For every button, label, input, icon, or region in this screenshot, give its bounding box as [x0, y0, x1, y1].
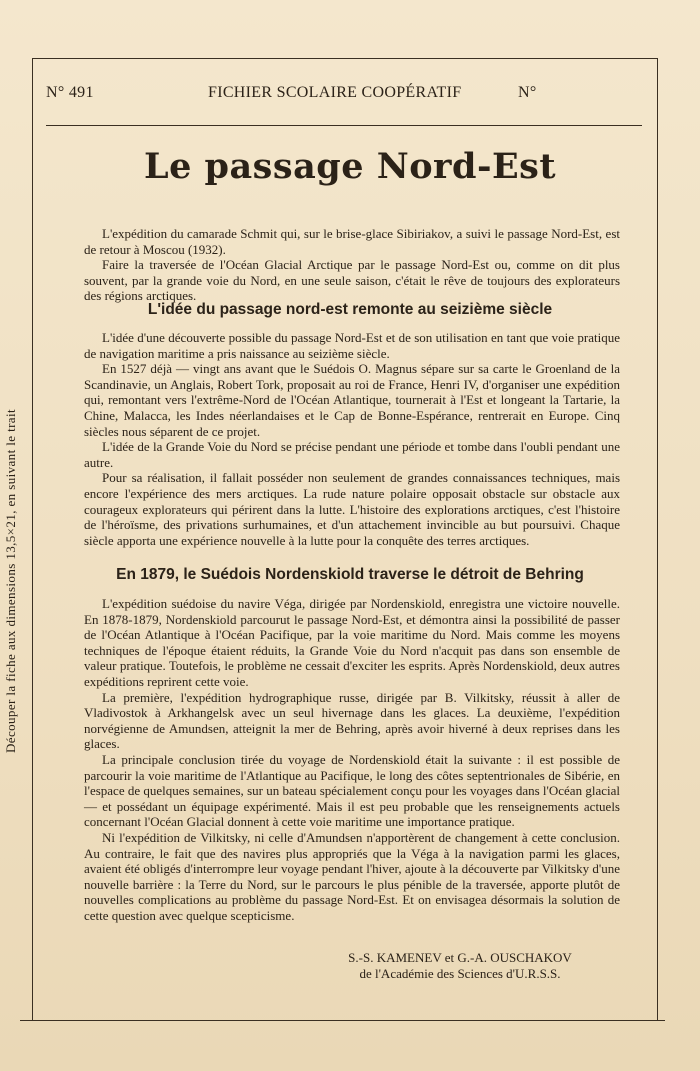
- header: [46, 84, 642, 106]
- page-title: Le passage Nord-Est: [143, 146, 557, 187]
- header-divider: [46, 125, 642, 126]
- cut-line: [20, 1020, 665, 1021]
- card-number-blank: N°: [518, 84, 537, 101]
- section-heading: L'idée du passage nord-est remonte au seizième siècle: [147, 301, 553, 318]
- paragraph: En 1527 déjà — vingt ans avant que le Suédois O. Magnus sépare sur sa carte le Groenland de la Scandinavie, un Anglais, Robert Tork, proposait au roi de France, Henri IV, d'organiser une expédition qui, remontant vers l'extrême-Nord de l'Océan Atlantique, tournerait à l'Est et longeant la Tartarie, la Chine, Malacca, les Indes néerlandaises et le Cap de Bonne-Espérance, rentrerait en Europe. Cinq siècles nous séparent de ce projet.: [84, 361, 620, 439]
- paragraph: La première, l'expédition hydrographique russe, dirigée par B. Vilkitsky, réussit à aller de Vladivostok à Arkhangelsk avec un seul hivernage dans les glaces. La deuxième, l'expédition norvégienne de Amundsen, atteignit la mer de Behring, après avoir hiverné à deux reprises dans les glaces.: [84, 689, 620, 752]
- section2-body: [84, 596, 620, 923]
- section1-body: [84, 330, 620, 548]
- intro-block: [84, 226, 620, 304]
- publication-title: FICHIER SCOLAIRE COOPÉRATIF: [208, 84, 462, 101]
- affiliation: de l'Académie des Sciences d'U.R.S.S.: [359, 966, 561, 981]
- section-heading: En 1879, le Suédois Nordenskiold traverse le détroit de Behring: [116, 566, 584, 583]
- intro-paragraph: Faire la traversée de l'Océan Glacial Arctique par le passage Nord-Est ou, comme on dit plus souvent, par la grande voie du Nord, en une seule saison, c'était le rêve de toujours des explorateurs des régions arctiques.: [84, 257, 620, 304]
- cut-instruction: Découper la fiche aux dimensions 13,5×21, en suivant le trait: [3, 408, 18, 753]
- paragraph: L'idée de la Grande Voie du Nord se précise pendant une période et tombe dans l'oubli pendant une autre.: [84, 439, 620, 470]
- paragraph: La principale conclusion tirée du voyage de Nordenskiold était la suivante : il est possible de parcourir la voie maritime de l'Atlantique au Pacifique, le long des côtes septentrionales de Sibérie, en l'espace de quelques semaines, sur un bateau spécialement conçu pour les voyages dans l'Océan glacial — et possédant un équipage expérimenté. Mais il est peu probable que les renseignements actuels concernant l'Océan Glacial donnent à cette voie maritime une importance pratique.: [84, 751, 620, 830]
- signature: [300, 950, 620, 982]
- authors: S.-S. KAMENEV et G.-A. OUSCHAKOV: [348, 950, 572, 965]
- paragraph: Pour sa réalisation, il fallait posséder non seulement de grandes connaissances techniques, mais encore l'expérience des mers arctiques. La rude nature polaire opposait obstacle sur obstacle aux courageux explorateurs qui périrent dans la lutte. L'histoire des explorations arctiques, c'est l'histoire de l'héroïsme, des privations surhumaines, et d'un attachement invincible au but poursuivi. Chaque siècle apporta une expérience nouvelle à la lutte pour la conquête des terres arctiques.: [84, 470, 620, 548]
- card-number: N° 491: [46, 84, 94, 101]
- paragraph: L'expédition suédoise du navire Véga, dirigée par Nordenskiold, enregistra une victoire nouvelle. En 1878-1879, Nordenskiold parcourut le passage Nord-Est, et démontra ainsi la possibilité de passer de l'Océan Atlantique à l'Océan Pacifique, par la voie maritime du Nord. Mais comme les moyens techniques de l'époque étaient réduits, la Grande Voie du Nord n'acquit pas dans son ensemble de valeur pratique. Toutefois, le problème ne cessait d'exciter les esprits. Après Nordenskiold, deux autres expéditions reprirent cette voie.: [84, 596, 620, 689]
- intro-paragraph: L'expédition du camarade Schmit qui, sur le brise-glace Sibiriakov, a suivi le passage Nord-Est, est de retour à Moscou (1932).: [84, 226, 620, 257]
- paragraph: L'idée d'une découverte possible du passage Nord-Est et de son utilisation en tant que voie pratique de navigation maritime a pris naissance au seizième siècle.: [84, 330, 620, 361]
- paragraph: Ni l'expédition de Vilkitsky, ni celle d'Amundsen n'apportèrent de changement à cette conclusion. Au contraire, le fait que des navires plus appropriés que la Véga à la navigation parmi les glaces, avaient été obligés d'interrompre leur voyage pendant l'hiver, ajoute à la découverte par Vilkitsky d'une nouvelle barrière : la Terre du Nord, sur le parcours le plus pénible de la traversée, apporte plutôt de nouvelles complications au problème du passage Nord-Est. Et on envisagea désormais la solution de cette question avec quelque scepticisme.: [84, 829, 620, 923]
